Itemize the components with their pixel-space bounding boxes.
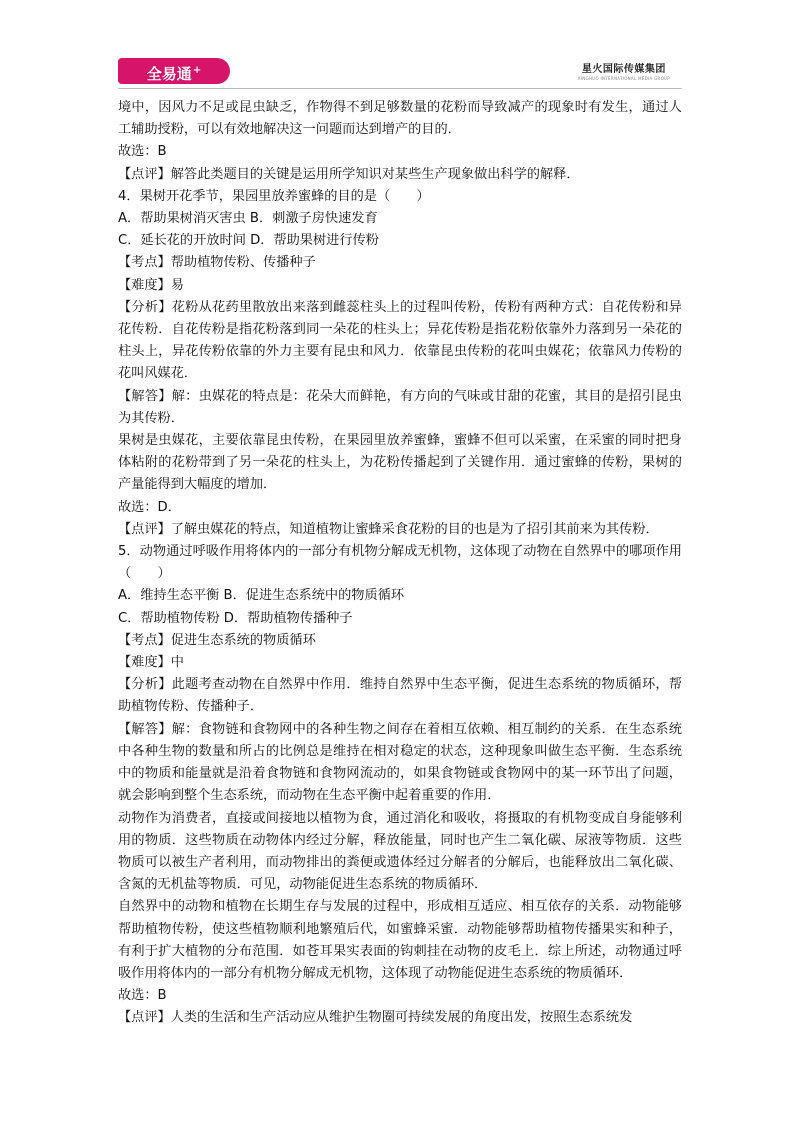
- paragraph: 5．动物通过呼吸作用将体内的一部分有机物分解成无机物，这体现了动物在自然界中的哪项作用（ ）: [118, 544, 682, 582]
- paragraph: 【分析】花粉从花药里散放出来落到雌蕊柱头上的过程叫传粉，传粉有两种方式：自花传粉和异花传粉．自花传粉是指花粉落到同一朵花的柱头上；异花传粉是指花粉依靠外力落到另一朵花的柱头上，异花传粉依靠的外力主要有昆虫和风力．依靠昆虫传粉的花叫虫媒花；依靠风力传粉的花叫风媒花．: [118, 299, 682, 382]
- paragraph: 动物作为消费者，直接或间接地以植物为食，通过消化和吸收，将摄取的有机物变成自身能够利用的物质．这些物质在动物体内经过分解，释放能量，同时也产生二氧化碳、尿液等物质．这些物质可以被生产者利用，而动物排出的粪便或遗体经过分解者的分解后，也能释放出二氧化碳、含氮的无机盐等物质．可见，动物能促进生态系统的物质循环．: [118, 810, 682, 893]
- paragraph: 【解答】解：食物链和食物网中的各种生物之间存在着相互依赖、相互制约的关系．在生态系统中各种生物的数量和所占的比例总是维持在相对稳定的状态，这种现象叫做生态平衡．生态系统中的物质和能量就是沿着食物链和食物网流动的，如果食物链或食物网中的某一环节出了问题，就会影响到整个生态系统，而动物在生态平衡中起着重要的作用．: [118, 721, 682, 804]
- paragraph: A．维持生态平衡 B．促进生态系统中的物质循环: [118, 588, 405, 604]
- paragraph: 【考点】促进生态系统的物质循环: [118, 632, 316, 648]
- document-body: [118, 97, 682, 1030]
- paragraph: 果树是虫媒花，主要依靠昆虫传粉，在果园里放养蜜蜂，蜜蜂不但可以采蜜，在采蜜的同时把身体粘附的花粉带到了另一朵花的柱头上，为花粉传播起到了关键作用．通过蜜蜂的传粉，果树的产量能得到大幅度的增加．: [118, 433, 682, 493]
- paragraph: 【分析】此题考查动物在自然界中作用．维持自然界中生态平衡，促进生态系统的物质循环，帮助植物传粉、传播种子．: [118, 677, 682, 715]
- logo-plus: +: [192, 65, 202, 76]
- paragraph: 【考点】帮助植物传粉、传播种子: [118, 255, 316, 271]
- paragraph: 故选：B: [118, 144, 167, 160]
- paragraph: 【难度】中: [118, 655, 184, 671]
- page-header: [118, 58, 682, 84]
- paragraph: 自然界中的动物和植物在长期生存与发展的过程中，形成相互适应、相互依存的关系．动物能够帮助植物传粉，使这些植物顺利地繁殖后代，如蜜蜂采蜜．动物能够帮助植物传播果实和种子，有利于扩大植物的分布范围．如苍耳果实表面的钩刺挂在动物的皮毛上．综上所述，动物通过呼吸作用将体内的一部分有机物分解成无机物，这体现了动物能促进生态系统的物质循环．: [118, 899, 682, 981]
- paragraph: 故选：B: [118, 988, 167, 1004]
- header-divider: [118, 88, 682, 89]
- paragraph: 【难度】易: [118, 277, 184, 293]
- paragraph: C．帮助植物传粉 D．帮助植物传播种子: [118, 610, 353, 626]
- paragraph: A．帮助果树消灭害虫 B．刺激子房快速发育: [118, 211, 378, 227]
- paragraph: 故选：D．: [118, 499, 181, 515]
- publisher-subtitle: XINGHUO INTERNATIONAL MEDIA GROUP: [577, 76, 670, 81]
- paragraph: 【点评】了解虫媒花的特点，知道植物让蜜蜂采食花粉的目的也是为了招引其前来为其传粉．: [118, 521, 659, 537]
- logo-text: 全易通: [146, 65, 192, 83]
- paragraph: 【点评】人类的生活和生产活动应从维护生物圈可持续发展的角度出发，按照生态系统发: [118, 1010, 633, 1026]
- paragraph: 4．果树开花季节，果园里放养蜜蜂的目的是（ ）: [118, 188, 430, 204]
- paragraph: 境中，因风力不足或昆虫缺乏，作物得不到足够数量的花粉而导致减产的现象时有发生，通过人工辅助授粉，可以有效地解决这一问题而达到增产的目的．: [118, 100, 682, 138]
- brand-logo: [118, 58, 230, 84]
- paragraph: 【点评】解答此类题目的关键是运用所学知识对某些生产现象做出科学的解释．: [118, 166, 580, 182]
- paragraph: C．延长花的开放时间 D．帮助果树进行传粉: [118, 233, 379, 249]
- publisher-brand: [578, 60, 670, 81]
- paragraph: 【解答】解：虫媒花的特点是：花朵大而鲜艳，有方向的气味或甘甜的花蜜，其目的是招引昆虫为其传粉．: [118, 388, 682, 426]
- publisher-name: 星火国际传媒集团: [581, 64, 666, 75]
